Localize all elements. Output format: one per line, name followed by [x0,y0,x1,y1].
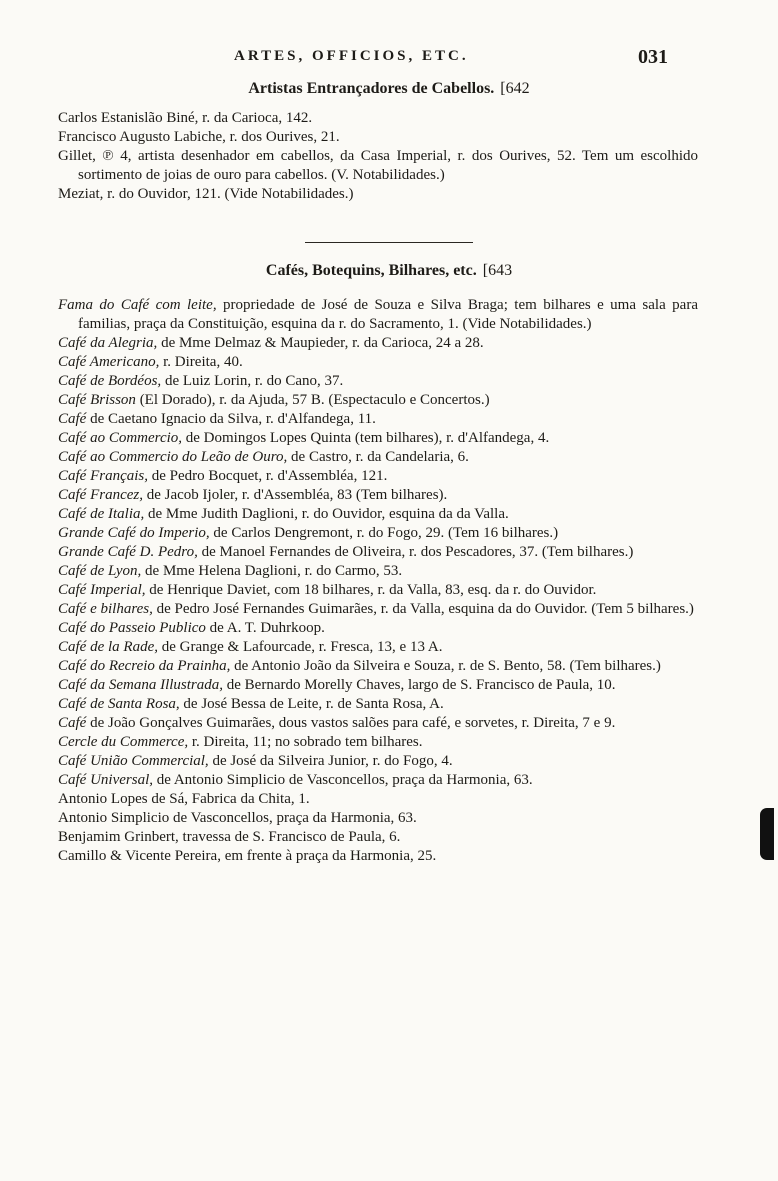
section-divider [305,242,473,243]
list-item [58,353,698,372]
list-item: Meziat, r. do Ouvidor, 121. (Vide Notabilidades.) [58,186,354,202]
entry-name: Café Francez, [58,487,143,503]
entry-name: Café de la Rade, [58,639,158,655]
entry-name: Café ao Commercio, [58,430,183,446]
entry-text: de Henrique Daviet, com 18 bilhares, r. da Valla, 83, esq. da r. do Ouvidor. [145,582,597,598]
list-item [58,581,698,600]
list-item [58,733,698,752]
section-title-text: Artistas Entrançadores de Cabellos. [248,80,495,97]
entry-name: Café Universal, [58,772,153,788]
entry-text: de Caetano Ignacio da Silva, r. d'Alfandega, 11. [86,411,376,427]
entry-name: Café de Santa Rosa, [58,696,180,712]
entry-text: de José da Silveira Junior, r. do Fogo, 4. [208,753,453,769]
entry-name: Café de Bordéos, [58,373,162,389]
list-item [58,562,698,581]
list-item: Carlos Estanislão Biné, r. da Carioca, 142. [58,110,313,126]
entry-name: Cercle du Commerce, [58,734,189,750]
entry-name: Café da Alegria, [58,335,158,351]
entry-text: Antonio Simplicio de Vasconcellos, praça da Harmonia, 63. [58,810,417,826]
entry-name: Café e bilhares, [58,601,153,617]
section-title-artistas [0,80,778,98]
entry-name: Fama do Café com leite, [58,297,217,313]
entry-name: Grande Café D. Pedro, [58,544,198,560]
entry-text: r. Direita, 11; no sobrado tem bilhares. [188,734,423,750]
entry-text: de Mme Delmaz & Maupieder, r. da Carioca, 24 a 28. [157,335,484,351]
entry-text: de José Bessa de Leite, r. de Santa Rosa, A. [179,696,444,712]
entry-name: Café [58,715,87,731]
entry-text: de Bernardo Morelly Chaves, largo de S. Francisco de Paula, 10. [223,677,616,693]
entry-text: de Carlos Dengremont, r. do Fogo, 29. (Tem 16 bilhares.) [209,525,559,541]
entry-text: de Manoel Fernandes de Oliveira, r. dos Pescadores, 37. (Tem bilhares.) [197,544,634,560]
list-item [58,771,698,790]
running-title: ARTES, OFFICIOS, ETC. [234,48,469,64]
list-item [58,676,698,695]
list-item [58,809,698,828]
list-item [58,638,698,657]
list-item: Francisco Augusto Labiche, r. dos Ourives, 21. [58,129,340,145]
entry-name: Café de Italia, [58,506,145,522]
list-item [58,429,698,448]
entry-text: (El Dorado), r. da Ajuda, 57 B. (Espectaculo e Concertos.) [135,392,490,408]
list-item [58,410,698,429]
section-title-cafes [0,262,778,280]
entry-text: de Luiz Lorin, r. do Cano, 37. [161,373,344,389]
list-item [58,752,698,771]
section-code: [642 [500,80,530,97]
list-item [58,714,698,733]
entry-text: de Antonio Simplicio de Vasconcellos, praça da Harmonia, 63. [153,772,533,788]
section2-entries [58,296,698,866]
list-item [58,486,698,505]
entry-name: Café Imperial, [58,582,146,598]
section-code: [643 [482,262,513,279]
entry-text: de Jacob Ijoler, r. d'Assembléa, 83 (Tem bilhares). [142,487,448,503]
entry-text: Camillo & Vicente Pereira, em frente à praça da Harmonia, 25. [58,848,437,864]
entry-text: Antonio Lopes de Sá, Fabrica da Chita, 1. [58,791,310,807]
entry-text: de Grange & Lafourcade, r. Fresca, 13, e 13 A. [157,639,443,655]
list-item: Gillet, ℗ 4, artista desenhador em cabellos, da Casa Imperial, r. dos Ourives, 52. Tem um escolhido sortimento de joias de ouro para cabellos. (V. Notabilidades.) [58,148,698,183]
page-number: 031 [638,46,668,68]
entry-text: de Mme Judith Daglioni, r. do Ouvidor, esquina da da Valla. [144,506,509,522]
entry-name: Café Americano, [58,354,160,370]
entry-name: Café do Passeio Publico [58,620,206,636]
list-item [58,334,698,353]
list-item [58,695,698,714]
list-item [58,524,698,543]
list-item [58,828,698,847]
entry-text: de João Gonçalves Guimarães, dous vastos salões para café, e sorvetes, r. Direita, 7 e 9. [86,715,616,731]
running-head [0,48,778,72]
entry-text: de Castro, r. da Candelaria, 6. [287,449,469,465]
list-item [58,448,698,467]
ink-blot [760,808,774,860]
entry-text: de Domingos Lopes Quinta (tem bilhares), r. d'Alfandega, 4. [182,430,550,446]
list-item [58,543,698,562]
list-item [58,296,698,334]
entry-name: Café ao Commercio do Leão de Ouro, [58,449,288,465]
entry-text: de Mme Helena Daglioni, r. do Carmo, 53. [141,563,403,579]
entry-name: Café Brisson [58,392,136,408]
section1-entries [58,109,698,204]
list-item [58,847,698,866]
entry-text: Benjamim Grinbert, travessa de S. Francisco de Paula, 6. [58,829,401,845]
entry-name: Café Français, [58,468,148,484]
entry-name: Café do Recreio da Prainha, [58,658,231,674]
entry-text: de A. T. Duhrkoop. [205,620,325,636]
list-item [58,391,698,410]
entry-name: Café da Semana Illustrada, [58,677,223,693]
list-item [58,657,698,676]
list-item [58,505,698,524]
entry-text: de Pedro Bocquet, r. d'Assembléa, 121. [148,468,388,484]
entry-name: Café União Commercial, [58,753,209,769]
entry-name: Grande Café do Imperio, [58,525,210,541]
entry-name: Café [58,411,87,427]
section-title-text: Cafés, Botequins, Bilhares, etc. [265,262,477,279]
entry-text: de Antonio João da Silveira e Souza, r. de S. Bento, 58. (Tem bilhares.) [230,658,661,674]
list-item [58,372,698,391]
list-item [58,467,698,486]
list-item [58,600,698,619]
list-item [58,790,698,809]
entry-text: de Pedro José Fernandes Guimarães, r. da Valla, esquina da do Ouvidor. (Tem 5 bilhares.) [152,601,694,617]
entry-name: Café de Lyon, [58,563,142,579]
entry-text: r. Direita, 40. [159,354,243,370]
list-item [58,619,698,638]
entry-text: propriedade de José de Souza e Silva Braga; tem bilhares e uma sala para familias, praça da Constituição, esquina da r. do Sacramento, 1. (Vide Notabilidades.) [78,297,698,332]
